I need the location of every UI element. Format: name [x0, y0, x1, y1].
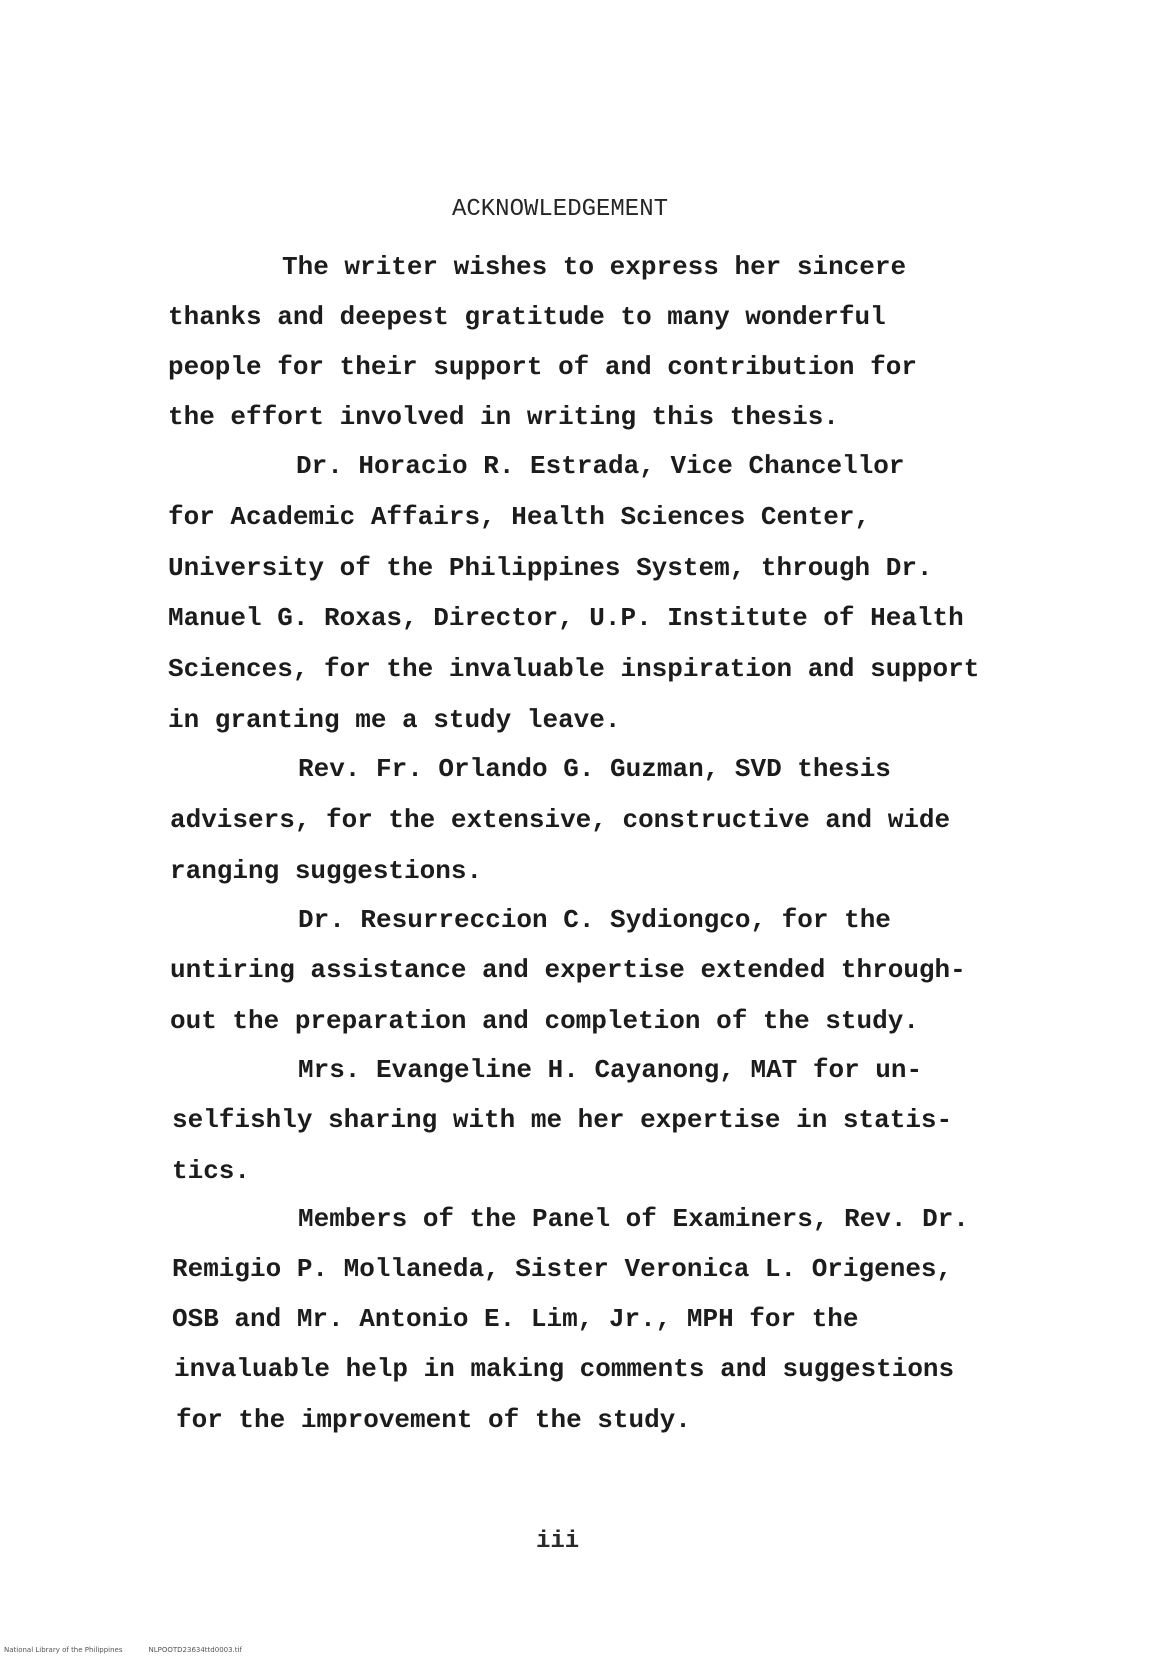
- page-number: iii: [536, 1528, 580, 1555]
- text-line: Manuel G. Roxas, Director, U.P. Institute of Health: [168, 603, 964, 633]
- text-line: in granting me a study leave.: [168, 705, 621, 735]
- footer-file-id: NLPOOTD23634ttd0003.tif: [148, 1646, 242, 1654]
- text-line: OSB and Mr. Antonio E. Lim, Jr., MPH for the: [172, 1304, 859, 1334]
- text-line: people for their support of and contribution for: [168, 352, 917, 382]
- text-line: Dr. Horacio R. Estrada, Vice Chancellor: [296, 451, 905, 481]
- text-line: the effort involved in writing this thesis.: [168, 402, 839, 432]
- text-line: untiring assistance and expertise extended through-: [170, 955, 966, 985]
- text-line: Dr. Resurreccion C. Sydiongco, for the: [298, 905, 891, 935]
- text-line: selfishly sharing with me her expertise in statis-: [172, 1105, 953, 1135]
- text-line: for the improvement of the study.: [176, 1405, 691, 1435]
- text-line: Members of the Panel of Examiners, Rev. Dr.: [298, 1204, 969, 1234]
- footer-library: National Library of the Philippines: [4, 1646, 123, 1654]
- text-line: Rev. Fr. Orlando G. Guzman, SVD thesis: [298, 754, 891, 784]
- text-line: out the preparation and completion of the study.: [170, 1006, 919, 1036]
- text-line: tics.: [172, 1156, 251, 1186]
- text-line: Remigio P. Mollaneda, Sister Veronica L. Origenes,: [172, 1254, 953, 1284]
- text-line: University of the Philippines System, through Dr.: [168, 553, 933, 583]
- page-title: ACKNOWLEDGEMENT: [451, 196, 669, 223]
- text-line: Sciences, for the invaluable inspiration and support: [168, 654, 980, 684]
- text-line: advisers, for the extensive, constructive and wide: [170, 805, 951, 835]
- text-line: Mrs. Evangeline H. Cayanong, MAT for un-: [298, 1055, 923, 1085]
- text-line: invaluable help in making comments and suggestions: [174, 1354, 955, 1384]
- scan-footer: [4, 1646, 268, 1654]
- text-line: The writer wishes to express her sincere: [282, 252, 907, 282]
- text-line: ranging suggestions.: [170, 856, 483, 886]
- text-line: thanks and deepest gratitude to many wonderful: [168, 302, 886, 332]
- text-line: for Academic Affairs, Health Sciences Center,: [168, 502, 871, 532]
